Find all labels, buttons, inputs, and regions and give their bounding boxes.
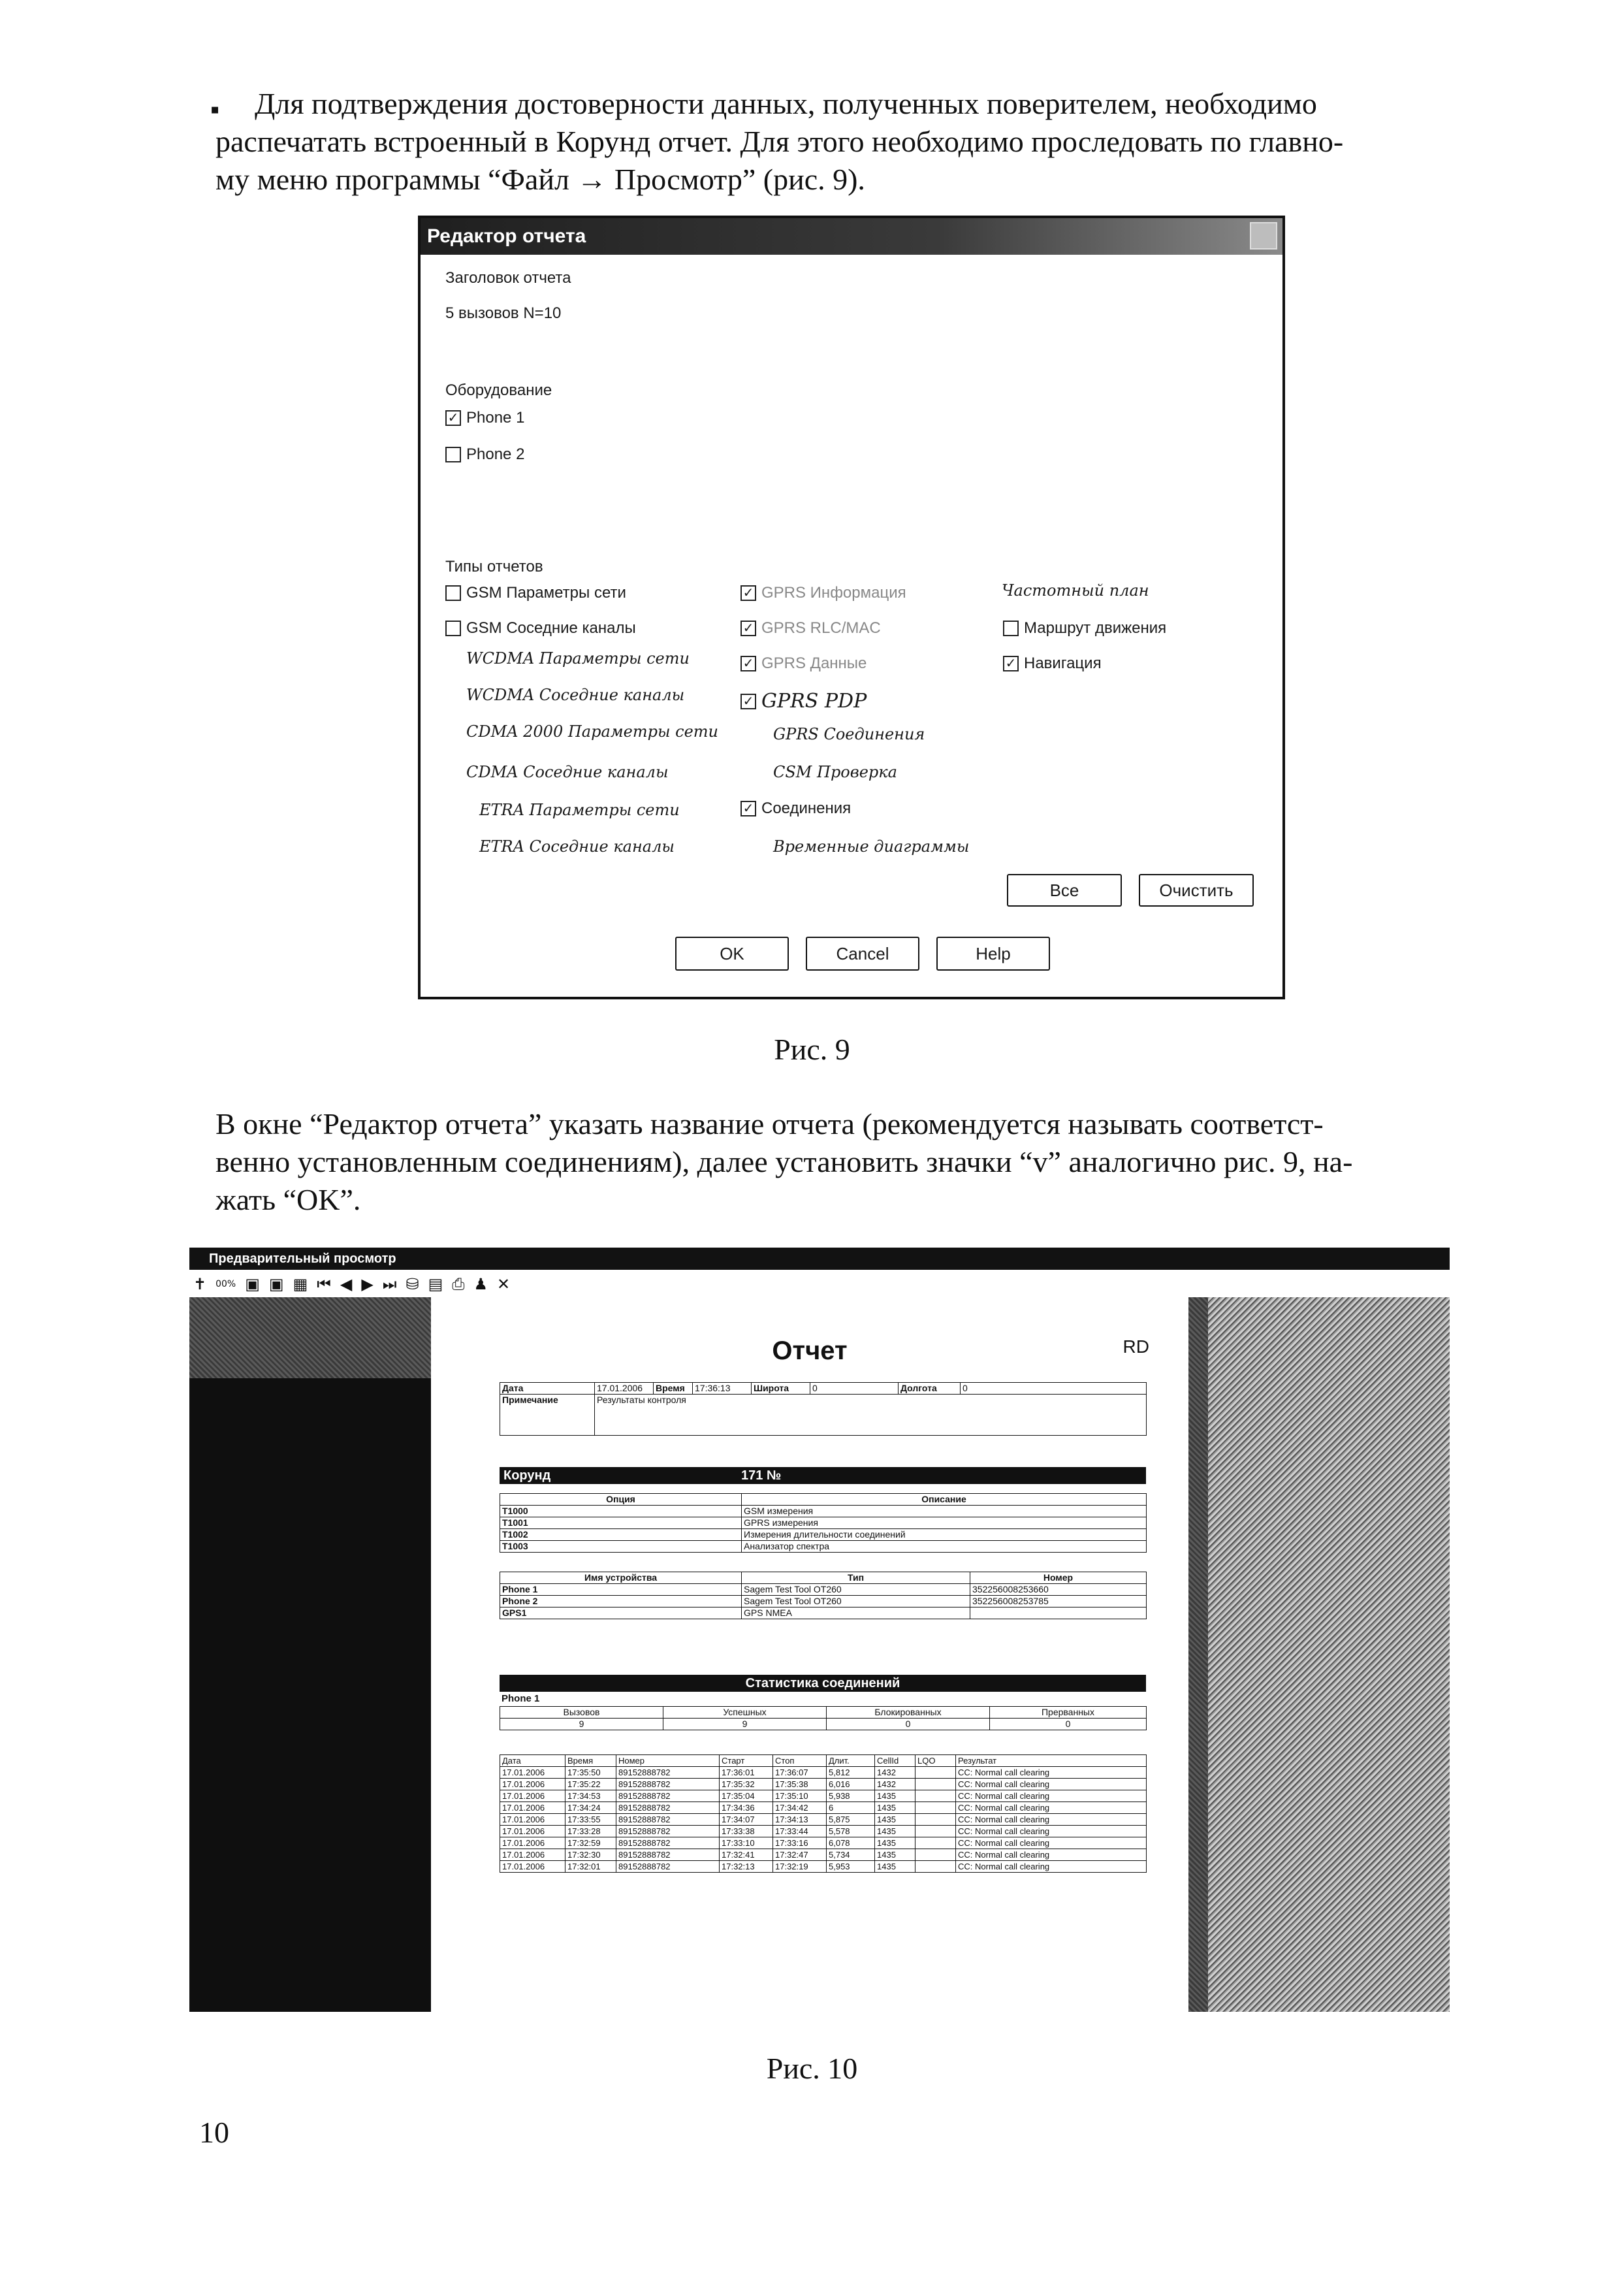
report-type-gprs-rlc[interactable] — [740, 619, 881, 638]
table-row — [500, 1767, 1147, 1779]
device-serial: 171 № — [741, 1468, 782, 1483]
table-cell — [915, 1802, 956, 1814]
table-cell: Дата — [500, 1383, 595, 1395]
table-cell: 17:34:36 — [720, 1802, 773, 1814]
table-cell — [915, 1849, 956, 1861]
instruction-line: жать “OK”. — [215, 1183, 361, 1216]
preview-window — [189, 1248, 1450, 2012]
checkbox-label: Навигация — [1024, 654, 1102, 672]
table-cell: 89152888782 — [616, 1767, 720, 1779]
preview-margin — [1208, 1297, 1450, 2012]
zoom-level[interactable]: 00% — [215, 1279, 236, 1289]
table-cell — [915, 1826, 956, 1837]
table-header-row — [500, 1755, 1147, 1767]
table-row — [500, 1790, 1147, 1802]
table-cell: 5,875 — [827, 1814, 875, 1826]
checkbox-label: Маршрут движения — [1024, 619, 1167, 637]
table-cell: 17:36:13 — [693, 1383, 752, 1395]
column-header: Стоп — [773, 1755, 827, 1767]
table-cell: 1435 — [875, 1802, 915, 1814]
table-row — [500, 1837, 1147, 1849]
table-cell: Phone 1 — [500, 1584, 742, 1596]
table-cell: 5,578 — [827, 1826, 875, 1837]
table-cell: 5,812 — [827, 1767, 875, 1779]
table-cell: 5,938 — [827, 1790, 875, 1802]
table-cell: 5,734 — [827, 1849, 875, 1861]
instruction-paragraph — [215, 1105, 1495, 1219]
table-cell: 1432 — [875, 1779, 915, 1790]
table-cell: 6,016 — [827, 1779, 875, 1790]
column-header: Успешных — [663, 1707, 827, 1719]
checkbox-label: Phone 1 — [466, 409, 525, 427]
table-cell: 17:33:55 — [565, 1814, 616, 1826]
table-row — [500, 1802, 1147, 1814]
table-cell: 17:35:10 — [773, 1790, 827, 1802]
table-cell: 5,953 — [827, 1861, 875, 1873]
column-header: Номер — [970, 1572, 1147, 1584]
table-cell: 1435 — [875, 1837, 915, 1849]
table-row — [500, 1607, 1147, 1619]
table-cell: 0 — [810, 1383, 899, 1395]
table-cell: 17:36:01 — [720, 1767, 773, 1779]
instruction-line: В окне “Редактор отчета” указать название отчета (рекомендуется называть соответст- — [215, 1107, 1324, 1140]
next-page-icon[interactable]: ▶ — [361, 1275, 374, 1293]
table-cell: 89152888782 — [616, 1826, 720, 1837]
report-type-connections[interactable] — [740, 800, 851, 818]
figure-10-caption: Рис. 10 — [766, 2052, 858, 2085]
report-type-etra-neighbors[interactable]: ETRA Соседние каналы — [479, 837, 675, 856]
report-header-input[interactable]: 5 вызовов N=10 — [445, 304, 562, 322]
table-cell: 1435 — [875, 1826, 915, 1837]
equipment-label: Оборудование — [445, 381, 552, 399]
table-cell: 17:34:07 — [720, 1814, 773, 1826]
table-row — [500, 1596, 1147, 1607]
table-row — [500, 1517, 1147, 1529]
column-header: Номер — [616, 1755, 720, 1767]
table-cell: 17.01.2006 — [500, 1849, 565, 1861]
prev-page-icon[interactable]: ◀ — [340, 1275, 353, 1293]
column-header: Вызовов — [500, 1707, 663, 1719]
checkbox[interactable] — [1003, 621, 1019, 636]
bullet-marker: ▪ — [210, 95, 220, 124]
table-row — [500, 1814, 1147, 1826]
select-all-button[interactable]: Все — [1007, 874, 1122, 907]
table-cell: Примечание — [500, 1395, 595, 1436]
table-cell: 1435 — [875, 1790, 915, 1802]
checkbox[interactable]: ✓ — [740, 694, 756, 709]
table-cell: 89152888782 — [616, 1802, 720, 1814]
table-cell: GPRS измерения — [742, 1517, 1147, 1529]
table-cell: 17:33:16 — [773, 1837, 827, 1849]
table-cell: 17:32:13 — [720, 1861, 773, 1873]
column-header: Имя устройства — [500, 1572, 742, 1584]
column-header: Старт — [720, 1755, 773, 1767]
table-row — [500, 1779, 1147, 1790]
table-cell: 17:32:47 — [773, 1849, 827, 1861]
report-type-navigation[interactable] — [1003, 654, 1102, 673]
column-header: Опция — [500, 1494, 742, 1506]
report-type-gprs-info[interactable] — [740, 584, 906, 602]
logo: RD — [1122, 1336, 1149, 1357]
equipment-checkbox-phone2[interactable] — [445, 445, 524, 464]
report-editor-dialog — [418, 216, 1285, 999]
report-types-label: Типы отчетов — [445, 558, 543, 575]
report-type-wcdma-params[interactable]: WCDMA Параметры сети — [466, 649, 690, 668]
table-cell — [915, 1814, 956, 1826]
table-cell: Анализатор спектра — [742, 1541, 1147, 1553]
table-cell: CC: Normal call clearing — [956, 1790, 1147, 1802]
checkbox-label: Соединения — [761, 800, 852, 817]
device-bar — [500, 1467, 1146, 1484]
column-header: Длит. — [827, 1755, 875, 1767]
table-row — [500, 1506, 1147, 1517]
page-view-icon[interactable]: ▣ — [268, 1275, 284, 1293]
report-type-frequency-plan[interactable]: Частотный план — [1002, 581, 1149, 600]
table-cell: 0 — [961, 1383, 1147, 1395]
table-cell: CC: Normal call clearing — [956, 1861, 1147, 1873]
table-cell: 89152888782 — [616, 1779, 720, 1790]
report-type-route[interactable] — [1003, 619, 1166, 638]
table-cell: 17:35:38 — [773, 1779, 827, 1790]
intro-line: Для подтверждения достоверности данных, полученных поверителем, необходимо — [255, 87, 1317, 120]
table-cell: 1435 — [875, 1814, 915, 1826]
table-cell: CC: Normal call clearing — [956, 1779, 1147, 1790]
table-cell: 17:34:42 — [773, 1802, 827, 1814]
stats-bar: Статистика соединений — [500, 1675, 1146, 1692]
table-cell: 17:32:01 — [565, 1861, 616, 1873]
preview-toolbar — [189, 1271, 1450, 1297]
table-cell: 17:35:32 — [720, 1779, 773, 1790]
figure-9-caption: Рис. 9 — [774, 1033, 850, 1066]
table-row — [500, 1861, 1147, 1873]
last-page-icon[interactable]: ⏭ — [382, 1275, 397, 1293]
dialog-title-bar — [421, 218, 1282, 255]
report-type-cdma-neighbors[interactable]: CDMA Соседние каналы — [466, 763, 669, 781]
table-cell: 17:34:24 — [565, 1802, 616, 1814]
table-cell: 17.01.2006 — [500, 1802, 565, 1814]
close-icon[interactable] — [1250, 222, 1277, 250]
table-cell: 17:33:38 — [720, 1826, 773, 1837]
table-cell: 17:32:41 — [720, 1849, 773, 1861]
column-header: LQO — [915, 1755, 956, 1767]
column-header: CellId — [875, 1755, 915, 1767]
column-header: Блокированных — [827, 1707, 990, 1719]
table-cell: 17.01.2006 — [500, 1814, 565, 1826]
table-cell — [915, 1767, 956, 1779]
checkbox[interactable] — [445, 585, 461, 601]
report-meta-table — [500, 1382, 1147, 1436]
table-cell: 352256008253785 — [970, 1596, 1147, 1607]
table-cell: CC: Normal call clearing — [956, 1767, 1147, 1779]
table-cell: Sagem Test Tool OT260 — [742, 1596, 970, 1607]
table-row — [500, 1826, 1147, 1837]
page-view-icon[interactable]: ▣ — [245, 1275, 260, 1293]
table-cell: 17.01.2006 — [500, 1767, 565, 1779]
table-cell: 17:32:30 — [565, 1849, 616, 1861]
table-cell: GSM измерения — [742, 1506, 1147, 1517]
table-cell: CC: Normal call clearing — [956, 1814, 1147, 1826]
table-cell: Результаты контроля — [595, 1395, 1147, 1436]
column-header: Дата — [500, 1755, 565, 1767]
table-cell: GPS NMEA — [742, 1607, 970, 1619]
report-type-wcdma-neighbors[interactable]: WCDMA Соседние каналы — [466, 686, 685, 704]
page-number: 10 — [199, 2116, 229, 2149]
table-row — [500, 1584, 1147, 1596]
save-icon[interactable]: ▤ — [428, 1275, 443, 1293]
table-cell: Phone 2 — [500, 1596, 742, 1607]
table-cell: 89152888782 — [616, 1790, 720, 1802]
cancel-button[interactable]: Cancel — [806, 937, 919, 971]
calls-table — [500, 1754, 1147, 1873]
table-cell: 9 — [663, 1719, 827, 1730]
multi-page-icon[interactable]: ▦ — [293, 1275, 308, 1293]
report-type-gsm-params[interactable] — [445, 584, 626, 602]
table-row — [500, 1383, 1147, 1395]
table-cell — [915, 1837, 956, 1849]
column-header: Прерванных — [990, 1707, 1147, 1719]
checkbox[interactable]: ✓ — [1003, 656, 1019, 671]
table-cell: 17.01.2006 — [500, 1837, 565, 1849]
table-cell: 17:33:28 — [565, 1826, 616, 1837]
checkbox[interactable]: ✓ — [740, 801, 756, 816]
table-cell: GPS1 — [500, 1607, 742, 1619]
table-cell: 1432 — [875, 1767, 915, 1779]
checkbox-label: GPRS Информация — [761, 584, 906, 602]
table-row — [500, 1541, 1147, 1553]
report-type-gprs-connections[interactable]: GPRS Соединения — [773, 725, 925, 743]
table-cell: 352256008253660 — [970, 1584, 1147, 1596]
table-cell: T1003 — [500, 1541, 742, 1553]
report-type-cdma2000-params[interactable]: CDMA 2000 Параметры сети — [466, 722, 719, 741]
table-cell: CC: Normal call clearing — [956, 1826, 1147, 1837]
clear-button[interactable]: Очистить — [1139, 874, 1254, 907]
table-cell — [915, 1790, 956, 1802]
report-page[interactable] — [431, 1297, 1188, 2012]
table-cell: Долгота — [899, 1383, 961, 1395]
intro-line: распечатать встроенный в Корунд отчет. Для этого необходимо проследовать по главно- — [215, 125, 1344, 158]
table-row — [500, 1395, 1147, 1436]
stats-table — [500, 1706, 1147, 1730]
table-cell: Время — [654, 1383, 693, 1395]
intro-paragraph — [215, 85, 1495, 199]
checkbox[interactable]: ✓ — [740, 656, 756, 671]
ok-button[interactable]: OK — [675, 937, 789, 971]
report-type-gprs-data[interactable] — [740, 654, 867, 673]
devices-table — [500, 1572, 1147, 1619]
table-cell: 89152888782 — [616, 1837, 720, 1849]
checkbox[interactable]: ✓ — [740, 621, 756, 636]
table-cell: 17.01.2006 — [500, 1790, 565, 1802]
table-row — [500, 1529, 1147, 1541]
instruction-line: венно установленным соединениям), далее установить значки “v” аналогично рис. 9, на- — [215, 1145, 1353, 1178]
print-icon[interactable]: ⎙ — [452, 1275, 465, 1293]
checkbox[interactable]: ✓ — [740, 585, 756, 601]
table-cell: 89152888782 — [616, 1814, 720, 1826]
table-cell: 17:35:04 — [720, 1790, 773, 1802]
column-header: Тип — [742, 1572, 970, 1584]
table-cell — [915, 1779, 956, 1790]
table-header-row — [500, 1572, 1147, 1584]
preview-margin — [189, 1378, 438, 2012]
open-icon[interactable]: ⛁ — [406, 1275, 419, 1293]
checkbox-label: GPRS RLC/MAC — [761, 619, 881, 637]
table-cell: CC: Normal call clearing — [956, 1849, 1147, 1861]
table-cell: 17:33:10 — [720, 1837, 773, 1849]
report-type-gsm-neighbors[interactable] — [445, 619, 636, 638]
intro-line: му меню программы “Файл → Просмотр” (рис. 9). — [215, 163, 865, 196]
table-cell: CC: Normal call clearing — [956, 1802, 1147, 1814]
report-type-etra-params[interactable]: ETRA Параметры сети — [479, 801, 680, 819]
checkbox-label: GPRS PDP — [761, 690, 867, 713]
checkbox[interactable] — [445, 621, 461, 636]
report-type-gprs-pdp[interactable] — [740, 690, 867, 713]
table-cell: 89152888782 — [616, 1861, 720, 1873]
device-name: Корунд — [503, 1468, 551, 1483]
report-type-csm-check[interactable]: CSM Проверка — [773, 763, 897, 781]
phone-label: Phone 1 — [502, 1693, 540, 1704]
report-title: Отчет — [772, 1336, 848, 1365]
table-cell: 1435 — [875, 1849, 915, 1861]
table-cell: 17:34:13 — [773, 1814, 827, 1826]
table-cell: T1000 — [500, 1506, 742, 1517]
column-header: Результат — [956, 1755, 1147, 1767]
table-cell — [970, 1607, 1147, 1619]
table-cell: 6 — [827, 1802, 875, 1814]
table-cell: 17:36:07 — [773, 1767, 827, 1779]
table-cell: 17.01.2006 — [595, 1383, 654, 1395]
checkbox-label: GPRS Данные — [761, 654, 867, 672]
options-table — [500, 1493, 1147, 1553]
table-cell: 17.01.2006 — [500, 1826, 565, 1837]
table-cell: 1435 — [875, 1861, 915, 1873]
table-header-row — [500, 1494, 1147, 1506]
table-cell: 17:33:44 — [773, 1826, 827, 1837]
table-cell: 17.01.2006 — [500, 1861, 565, 1873]
report-header-label: Заголовок отчета — [445, 269, 571, 287]
table-cell: 17:34:53 — [565, 1790, 616, 1802]
equipment-checkbox-phone1[interactable] — [445, 409, 524, 427]
table-row — [500, 1849, 1147, 1861]
table-cell: 89152888782 — [616, 1849, 720, 1861]
table-header-row — [500, 1707, 1147, 1719]
help-button[interactable]: Help — [936, 937, 1050, 971]
table-cell: CC: Normal call clearing — [956, 1837, 1147, 1849]
table-cell: 17:32:59 — [565, 1837, 616, 1849]
checkbox[interactable] — [445, 447, 461, 462]
table-cell — [915, 1861, 956, 1873]
table-row — [500, 1719, 1147, 1730]
table-cell: 17:32:19 — [773, 1861, 827, 1873]
table-cell: T1002 — [500, 1529, 742, 1541]
checkbox-label: GSM Параметры сети — [466, 584, 626, 602]
column-header: Время — [565, 1755, 616, 1767]
table-cell: Измерения длительности соединений — [742, 1529, 1147, 1541]
checkbox[interactable]: ✓ — [445, 410, 461, 426]
checkbox-label: GSM Соседние каналы — [466, 619, 636, 637]
table-cell: 17:35:50 — [565, 1767, 616, 1779]
table-cell: 0 — [827, 1719, 990, 1730]
dialog-title: Редактор отчета — [427, 225, 586, 247]
preview-title: Предварительный просмотр — [209, 1252, 396, 1266]
checkbox-label: Phone 2 — [466, 445, 525, 463]
first-page-icon[interactable]: ⏮ — [317, 1275, 331, 1293]
pin-icon[interactable]: ✝ — [193, 1275, 207, 1293]
table-cell: 6,078 — [827, 1837, 875, 1849]
table-cell: 9 — [500, 1719, 663, 1730]
preview-title-bar — [189, 1248, 1450, 1270]
report-type-timing-diagrams[interactable]: Временные диаграммы — [773, 837, 970, 856]
table-cell: Широта — [752, 1383, 810, 1395]
table-cell: 17:35:22 — [565, 1779, 616, 1790]
find-icon[interactable]: ♟ — [473, 1275, 488, 1293]
close-icon[interactable]: ✕ — [496, 1275, 511, 1293]
table-cell: T1001 — [500, 1517, 742, 1529]
table-cell: 0 — [990, 1719, 1147, 1730]
table-cell: Sagem Test Tool OT260 — [742, 1584, 970, 1596]
column-header: Описание — [742, 1494, 1147, 1506]
table-cell: 17.01.2006 — [500, 1779, 565, 1790]
